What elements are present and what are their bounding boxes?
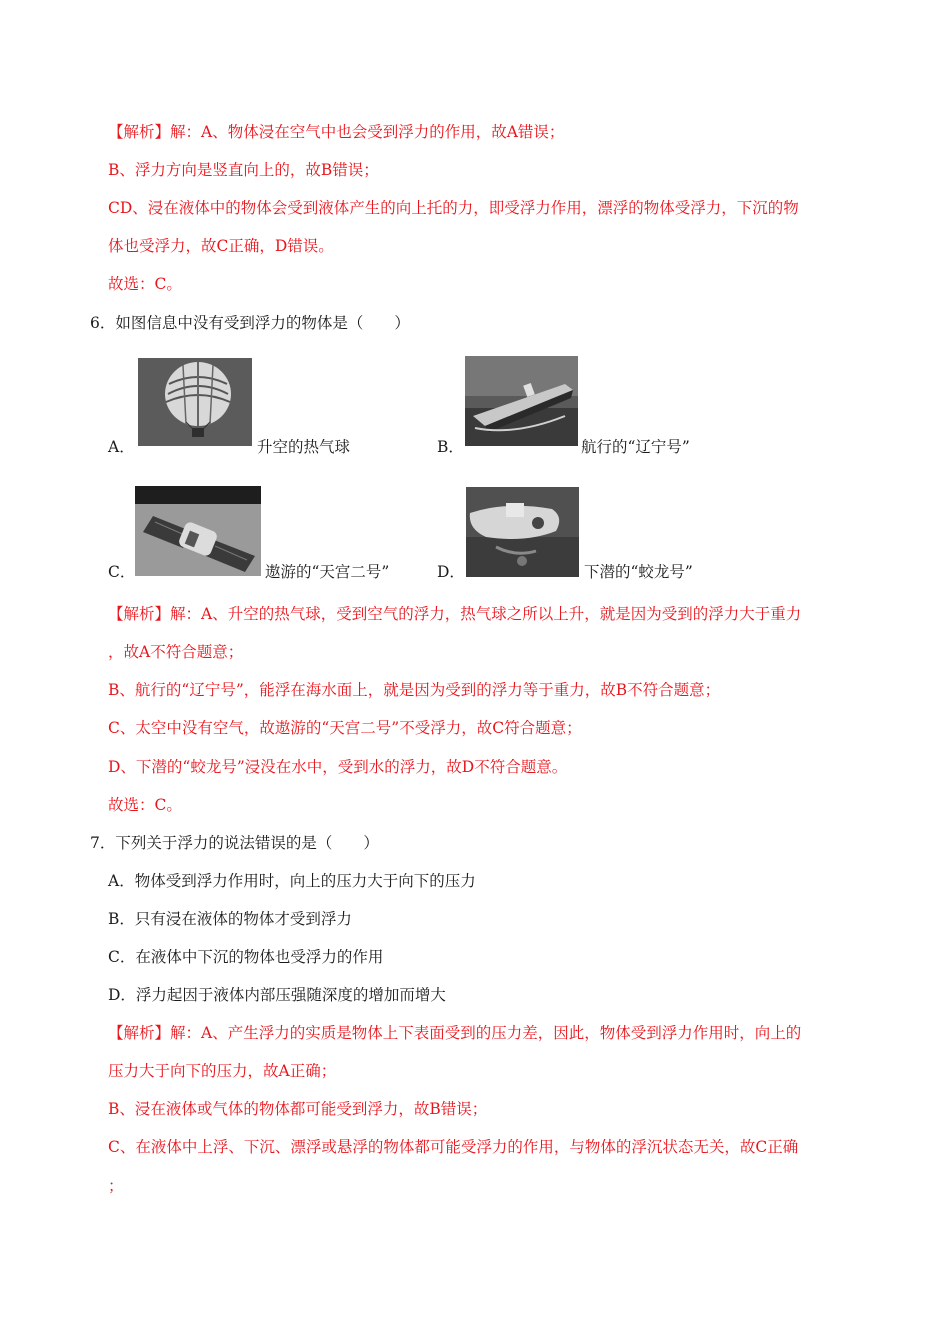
q7-analysis-line-2: 压力大于向下的压力，故A正确； — [108, 1062, 337, 1080]
q5-analysis-line-2: B、浮力方向是竖直向上的，故B错误； — [108, 161, 379, 179]
q5-analysis-line-3: CD、浸在液体中的物体会受到液体产生的向上托的力，即受浮力作用，漂浮的物体受浮力，下沉的物 — [108, 199, 799, 217]
q6-option-c-letter: C． — [108, 563, 136, 581]
q5-analysis-line-4: 体也受浮力，故C正确，D错误。 — [108, 237, 334, 255]
q7-analysis-line-5: ； — [108, 1177, 124, 1195]
q6-option-b-caption: 航行的“辽宁号” — [581, 438, 690, 456]
q7-option-a: A．物体受到浮力作用时，向上的压力大于向下的压力 — [108, 872, 476, 890]
q6-analysis-line-5: D、下潜的“蛟龙号”浸没在水中，受到水的浮力，故D不符合题意。 — [108, 758, 568, 776]
q6-option-c-caption: 遨游的“天宫二号” — [265, 563, 390, 581]
analysis-tag: 【解析】 — [108, 1024, 171, 1042]
q7-analysis-line-4: C、在液体中上浮、下沉、漂浮或悬浮的物体都可能受浮力的作用，与物体的浮沉状态无关，故C正确 — [108, 1138, 799, 1156]
analysis-tag: 【解析】 — [108, 123, 171, 141]
q7-analysis-line-3: B、浸在液体或气体的物体都可能受到浮力，故B错误； — [108, 1100, 488, 1118]
q5-answer: 故选：C。 — [108, 275, 182, 293]
q7-option-b: B．只有浸在液体的物体才受到浮力 — [108, 910, 352, 928]
hot-air-balloon-photo — [138, 358, 252, 446]
q6-analysis-line-4: C、太空中没有空气，故遨游的“天宫二号”不受浮力，故C符合题意； — [108, 719, 582, 737]
q6-answer: 故选：C。 — [108, 796, 182, 814]
q7-stem: 7．下列关于浮力的说法错误的是（ ） — [90, 834, 379, 852]
q6-analysis-line-1: 【解析】解：A、升空的热气球，受到空气的浮力，热气球之所以上升，就是因为受到的浮力大于重力 — [108, 605, 802, 623]
q6-option-b-letter: B． — [437, 438, 464, 456]
q6-analysis-line-2: ，故A不符合题意； — [108, 643, 244, 661]
q6-option-a-caption: 升空的热气球 — [257, 438, 351, 456]
analysis-tag: 【解析】 — [108, 605, 171, 623]
q7-option-d: D．浮力起因于液体内部压强随深度的增加而增大 — [108, 986, 446, 1004]
submersible-photo — [466, 487, 579, 577]
q6-option-d-caption: 下潜的“蛟龙号” — [584, 563, 693, 581]
q6-option-a-letter: A． — [108, 438, 135, 456]
q6-analysis-line-3: B、航行的“辽宁号”，能浮在海水面上，就是因为受到的浮力等于重力，故B不符合题意； — [108, 681, 721, 699]
q7-option-c: C．在液体中下沉的物体也受浮力的作用 — [108, 948, 384, 966]
space-station-photo — [135, 486, 261, 576]
q5-analysis-line-1: 【解析】解：A、物体浸在空气中也会受到浮力的作用，故A错误； — [108, 123, 565, 141]
q6-stem: 6．如图信息中没有受到浮力的物体是（ ） — [90, 314, 410, 332]
q7-analysis-line-1: 【解析】解：A、产生浮力的实质是物体上下表面受到的压力差，因此，物体受到浮力作用时，向上的 — [108, 1024, 802, 1042]
aircraft-carrier-photo — [465, 356, 578, 446]
q6-option-d-letter: D． — [437, 563, 465, 581]
